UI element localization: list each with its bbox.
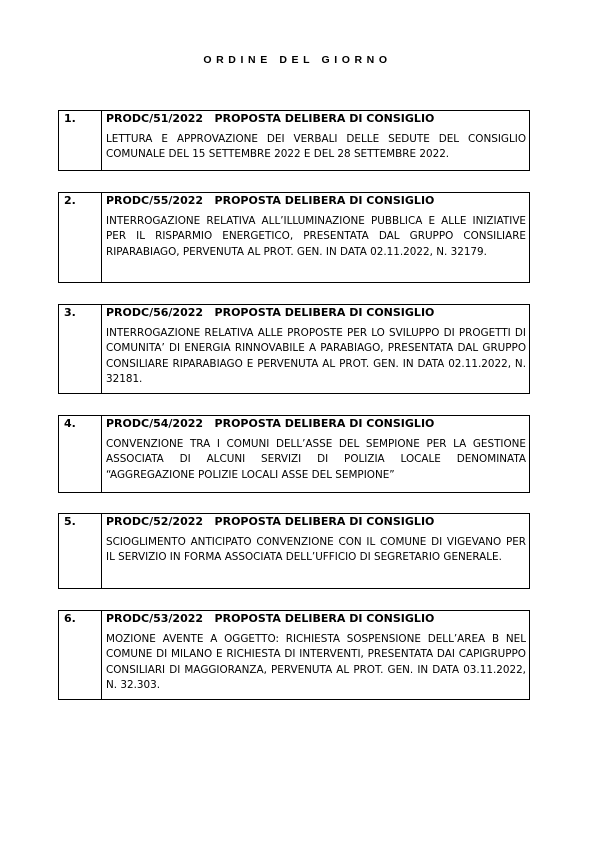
item-header: PRODC/51/2022 PROPOSTA DELIBERA DI CONSIGLIO xyxy=(106,112,435,125)
agenda-item-3 xyxy=(58,304,530,394)
item-header: PRODC/52/2022 PROPOSTA DELIBERA DI CONSIGLIO xyxy=(106,515,435,528)
item-number: 2. xyxy=(59,193,102,282)
agenda-item-5 xyxy=(58,513,530,589)
item-number: 4. xyxy=(59,416,102,492)
item-body xyxy=(102,611,529,699)
item-header: PRODC/56/2022 PROPOSTA DELIBERA DI CONSIGLIO xyxy=(106,306,435,319)
item-body xyxy=(102,416,529,492)
item-header: PRODC/54/2022 PROPOSTA DELIBERA DI CONSIGLIO xyxy=(106,417,435,430)
page-title: ORDINE DEL GIORNO xyxy=(203,54,392,66)
item-body xyxy=(102,305,529,393)
agenda-item-2 xyxy=(58,192,530,283)
item-header: PRODC/55/2022 PROPOSTA DELIBERA DI CONSIGLIO xyxy=(106,194,435,207)
item-text: LETTURA E APPROVAZIONE DEI VERBALI DELLE SEDUTE DEL CONSIGLIO COMUNALE DEL 15 SETTEMBRE 2022 E DEL 28 SETTEMBRE 2022. xyxy=(106,133,526,161)
agenda-item-1 xyxy=(58,110,530,171)
item-number: 1. xyxy=(59,111,102,170)
item-text: INTERROGAZIONE RELATIVA ALLE PROPOSTE PER LO SVILUPPO DI PROGETTI DI COMUNITA’ DI ENERGIA RINNOVABILE A PARABIAGO, PRESENTATA DAL GRUPPO CONSILIARE RIPARABIAGO E PERVENUTA AL PROT. GEN. IN DATA 02.11.2022, N. 32181. xyxy=(106,327,526,386)
item-text: SCIOGLIMENTO ANTICIPATO CONVENZIONE CON IL COMUNE DI VIGEVANO PER IL SERVIZIO IN FORMA ASSOCIATA DELL’UFFICIO DI SEGRETARIO GENERALE. xyxy=(106,536,526,564)
item-number: 5. xyxy=(59,514,102,588)
item-header: PRODC/53/2022 PROPOSTA DELIBERA DI CONSIGLIO xyxy=(106,612,435,625)
item-body xyxy=(102,514,529,588)
item-body xyxy=(102,111,529,170)
item-number: 6. xyxy=(59,611,102,699)
agenda-item-4 xyxy=(58,415,530,493)
item-text: MOZIONE AVENTE A OGGETTO: RICHIESTA SOSPENSIONE DELL’AREA B NEL COMUNE DI MILANO E RICHIESTA DI INTERVENTI, PRESENTATA DAI CAPIGRUPPO CONSILIARI DI MAGGIORANZA, PERVENUTA AL PROT. GEN. IN DATA 03.11.2022, N. 32.303. xyxy=(106,633,526,692)
item-number: 3. xyxy=(59,305,102,393)
item-body xyxy=(102,193,529,282)
item-text: CONVENZIONE TRA I COMUNI DELL’ASSE DEL SEMPIONE PER LA GESTIONE ASSOCIATA DI ALCUNI SERVIZI DI POLIZIA LOCALE DENOMINATA “AGGREGAZIONE POLIZIE LOCALI ASSE DEL SEMPIONE” xyxy=(106,438,526,481)
item-text: INTERROGAZIONE RELATIVA ALL’ILLUMINAZIONE PUBBLICA E ALLE INIZIATIVE PER IL RISPARMIO ENERGETICO, PRESENTATA DAL GRUPPO CONSILIARE RIPARABIAGO, PERVENUTA AL PROT. GEN. IN DATA 02.11.2022, N. 32179. xyxy=(106,215,526,258)
agenda-item-6 xyxy=(58,610,530,700)
